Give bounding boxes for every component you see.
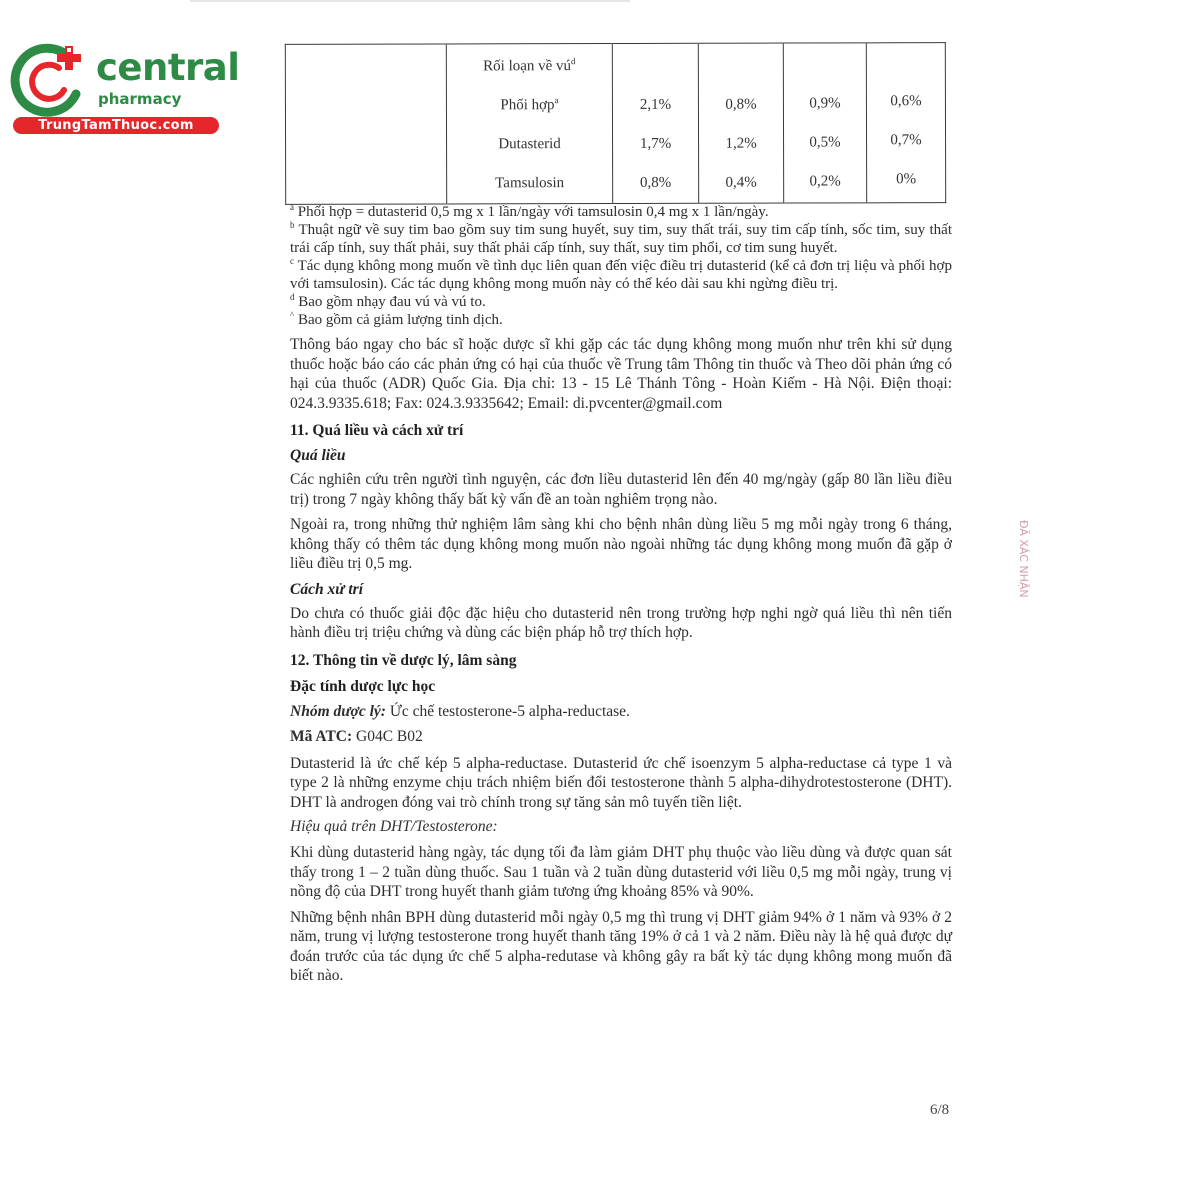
table-value-column bbox=[612, 43, 698, 203]
logo-subtitle: pharmacy bbox=[98, 90, 182, 108]
atc-value: G04C B02 bbox=[356, 728, 423, 745]
footnote-a: $^a$ Phối hợp = dutasterid 0,5 mg x 1 lần/ngày với tamsulosin 0,4 mg x 1 lần/ngày. bbox=[290, 202, 769, 220]
overdose-paragraph-2: Ngoài ra, trong những thử nghiệm lâm sàng khi cho bệnh nhân dùng liều 5 mg mỗi ngày trong 6 tháng, không thấy có thêm tác dụng không mong muốn nào ngoài những tác dụng không mong muốn đã gặp ở liều điều trị 0,5 mg. bbox=[290, 516, 952, 572]
table-cell: 1,2% bbox=[725, 135, 757, 152]
page-number: 6/8 bbox=[930, 1102, 950, 1118]
table-cell: 0,8% bbox=[725, 96, 757, 113]
atc-label: Mã ATC: bbox=[290, 728, 353, 745]
table-cell: 1,7% bbox=[639, 135, 672, 152]
pharmacy-cross-logo-icon bbox=[10, 38, 92, 120]
table-label-column bbox=[446, 44, 612, 204]
central-pharmacy-logo bbox=[10, 38, 240, 138]
table-cell: 0,7% bbox=[890, 132, 922, 149]
table-empty-category-cell bbox=[285, 44, 446, 204]
table-cell: 0% bbox=[896, 171, 917, 188]
pharmacological-group bbox=[290, 702, 952, 722]
overdose-paragraph-1: Các nghiên cứu trên người tình nguyện, các đơn liều dutasterid lên đến 40 mg/ngày (gấp 80 lần liều điều trị) trong 7 ngày không thấy bất kỳ vấn đề an toàn nghiêm trọng nào. bbox=[290, 471, 952, 508]
group-label: Nhóm dược lý: bbox=[290, 702, 386, 720]
table-value-column bbox=[783, 43, 866, 203]
logo-brand-name: central bbox=[96, 46, 240, 89]
footnote-b: $^b$ Thuật ngữ về suy tim bao gồm suy tim sung huyết, suy tim, suy thất trái, suy tim cấp tính, sốc tim, suy thất trái cấp tính, suy thất phải, suy thất phải cấp tính, suy thất, suy tim phổi, cơ tim sung huyết. bbox=[290, 220, 953, 256]
footnote-d: $^d$ Bao gồm nhạy đau vú và vú to. bbox=[290, 292, 486, 310]
margin-stamp: ĐÃ XÁC NHẬN bbox=[1017, 520, 1030, 598]
effect-heading: Hiệu quả trên DHT/Testosterone: bbox=[290, 818, 498, 835]
document-body bbox=[290, 200, 952, 986]
mechanism-paragraph: Dutasterid là ức chế kép 5 alpha-reductase. Dutasterid ức chế isoenzym 5 alpha-reductase cả type 1 và type 2 là những enzyme chịu trách nhiệm biến đổi testosterone thành 5 alpha-dihydrotestosterone (DHT). DHT là androgen đóng vai trò chính trong sự tăng sản mô tuyến tiền liệt. bbox=[290, 754, 952, 811]
table-row-label: Phối hợp$^a$ bbox=[500, 95, 559, 114]
table-row-label: Dutasterid bbox=[498, 136, 561, 153]
table-cell: 0,8% bbox=[640, 174, 672, 191]
section-11-title: 11. Quá liều và cách xử trí bbox=[290, 422, 464, 439]
handling-paragraph: Do chưa có thuốc giải độc đặc hiệu cho dutasterid nên trong trường hợp nghi ngờ quá liều thì nên tiến hành điều trị triệu chứng và dùng các biện pháp hỗ trợ thích hợp. bbox=[290, 604, 952, 641]
logo-website: TrungTamThuoc.com bbox=[13, 117, 219, 134]
overdose-heading: Quá liều bbox=[290, 447, 346, 464]
table-cell: 0,2% bbox=[809, 173, 841, 190]
group-value: Ức chế testosterone-5 alpha-reductase. bbox=[389, 702, 630, 720]
handling-heading: Cách xử trí bbox=[290, 580, 364, 598]
effect-paragraph-2: Những bệnh nhân BPH dùng dutasterid mỗi ngày 0,5 mg thì trung vị DHT giảm 94% ở 1 năm và 93% ở 2 năm, trung vị lượng testosterone trong huyết thanh tăng 19% ở cả 1 và 2 năm. Điều này là hệ quả được dự đoán trước của tác dụng ức chế 5 alpha-redutase và không gây ra bất kỳ tác dụng không mong muốn đã biết nào. bbox=[290, 908, 952, 984]
table-cell: 0,9% bbox=[809, 95, 841, 112]
table-value-column bbox=[866, 43, 945, 203]
atc-code bbox=[290, 727, 952, 747]
section-12-title: 12. Thông tin về dược lý, lâm sàng bbox=[290, 651, 517, 669]
scan-edge-line bbox=[190, 0, 630, 2]
adverse-effects-table bbox=[285, 42, 946, 205]
adr-report-notice: Thông báo ngay cho bác sĩ hoặc dược sĩ khi gặp các tác dụng không mong muốn như trên khi sử dụng thuốc hoặc báo cáo các phản ứng có hại của thuốc về Trung tâm Thông tin thuốc và Theo dõi phản ứng có hại của thuốc (ADR) Quốc Gia. Địa chỉ: 13 - 15 Lê Thánh Tông - Hoàn Kiếm - Hà Nội. Điện thoại: 024.3.9335.618; Fax: 024.3.9335642; Email: di.pvcenter@gmail.com bbox=[290, 336, 952, 412]
table-section-label: Rối loạn về $vú^d$ bbox=[483, 56, 576, 75]
table-value-column bbox=[698, 43, 783, 203]
effect-paragraph-1: Khi dùng dutasterid hàng ngày, tác dụng tối đa làm giảm DHT phụ thuộc vào liều dùng và được quan sát thấy trong 1 – 2 tuần dùng thuốc. Sau 1 tuần và 2 tuần dùng dutasterid với liều 0,5 mg mỗi ngày, trung vị nồng độ của DHT trong huyết thanh giảm tương ứng khoảng 85% và 90%. bbox=[290, 844, 952, 900]
footnote-caret: ^ Bao gồm cả giảm lượng tinh dịch. bbox=[290, 310, 503, 328]
table-row-label: Tamsulosin bbox=[495, 175, 565, 192]
footnote-c: $^c$ Tác dụng không mong muốn về tình dục liên quan đến việc điều trị dutasterid (kể cả đơn trị liệu và phối hợp với tamsulosin). Các tác dụng không mong muốn này có thể kéo dài sau khi ngừng điều trị. bbox=[290, 256, 952, 292]
table-cell: 0,6% bbox=[890, 93, 922, 110]
pharmacodynamics-heading: Đặc tính dược lực học bbox=[290, 677, 436, 695]
table-cell: 0,4% bbox=[725, 174, 757, 191]
table-cell: 2,1% bbox=[639, 96, 672, 113]
table-cell: 0,5% bbox=[809, 134, 841, 151]
